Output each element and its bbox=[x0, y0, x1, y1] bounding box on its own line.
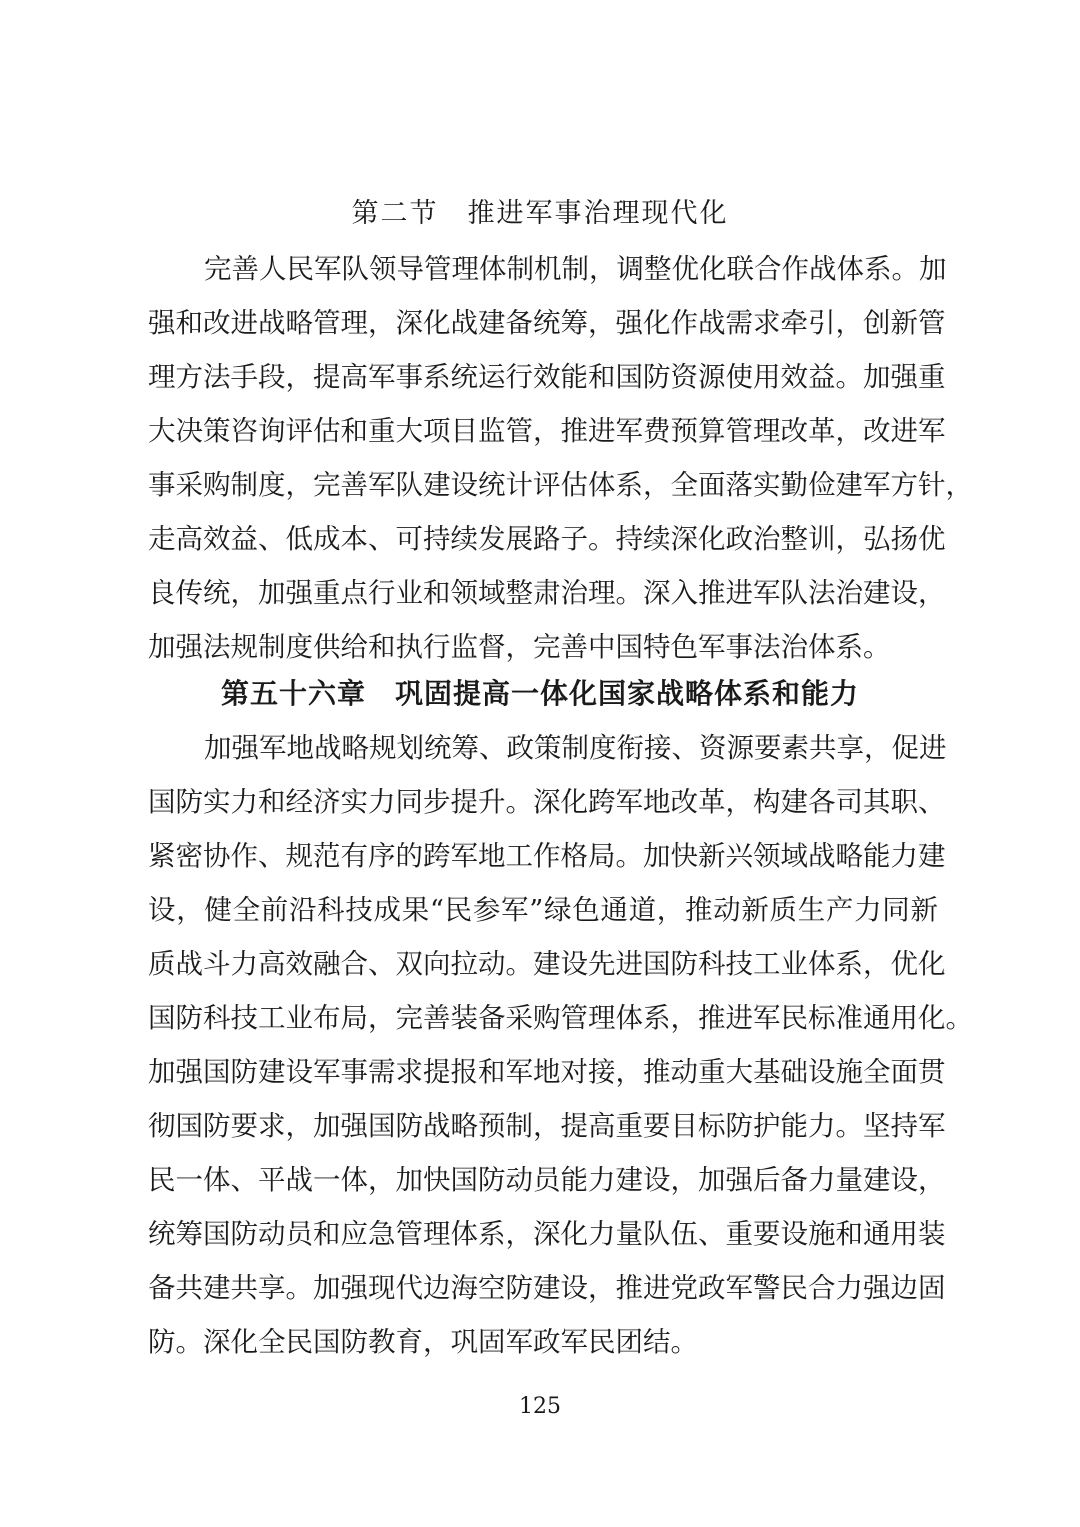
text-line: 质战斗力高效融合、双向拉动。建设先进国防科技工业体系，优化 bbox=[148, 948, 946, 980]
text-line: 大决策咨询评估和重大项目监管，推进军费预算管理改革，改进军 bbox=[148, 415, 946, 447]
text-line: 彻国防要求，加强国防战略预制，提高重要目标防护能力。坚持军 bbox=[148, 1110, 946, 1142]
text-line: 良传统，加强重点行业和领域整肃治理。深入推进军队法治建设， bbox=[148, 577, 946, 609]
text-line: 国防科技工业布局，完善装备采购管理体系，推进军民标准通用化。 bbox=[148, 1002, 973, 1034]
text-line: 走高效益、低成本、可持续发展路子。持续深化政治整训，弘扬优 bbox=[148, 523, 946, 555]
text-line: 加强法规制度供给和执行监督，完善中国特色军事法治体系。 bbox=[148, 631, 891, 663]
text-line: 紧密协作、规范有序的跨军地工作格局。加快新兴领域战略能力建 bbox=[148, 840, 946, 872]
text-line: 备共建共享。加强现代边海空防建设，推进党政军警民合力强边固 bbox=[148, 1272, 946, 1304]
section-title: 第二节 推进军事治理现代化 bbox=[351, 198, 729, 229]
page-number: 125 bbox=[519, 1394, 561, 1419]
paragraph-integrated-strategy bbox=[148, 721, 973, 1369]
text-line: 统筹国防动员和应急管理体系，深化力量队伍、重要设施和通用装 bbox=[148, 1218, 946, 1250]
text-line: 理方法手段，提高军事系统运行效能和国防资源使用效益。加强重 bbox=[148, 361, 946, 393]
text-line: 完善人民军队领导管理体制机制，调整优化联合作战体系。加 bbox=[204, 253, 947, 285]
text-line: 加强军地战略规划统筹、政策制度衔接、资源要素共享，促进 bbox=[204, 732, 947, 764]
text-line: 防。深化全民国防教育，巩固军政军民团结。 bbox=[148, 1326, 698, 1358]
text-line: 民一体、平战一体，加快国防动员能力建设，加强后备力量建设， bbox=[148, 1164, 946, 1196]
text-line: 设，健全前沿科技成果“民参军”绿色通道，推动新质生产力同新 bbox=[148, 894, 938, 926]
text-line: 国防实力和经济实力同步提升。深化跨军地改革，构建各司其职、 bbox=[148, 786, 946, 818]
text-line: 强和改进战略管理，深化战建备统筹，强化作战需求牵引，创新管 bbox=[148, 307, 946, 339]
text-line: 加强国防建设军事需求提报和军地对接，推动重大基础设施全面贯 bbox=[148, 1056, 946, 1088]
paragraph-military-governance bbox=[148, 242, 973, 674]
chapter-title: 第五十六章 巩固提高一体化国家战略体系和能力 bbox=[220, 677, 859, 710]
text-line: 事采购制度，完善军队建设统计评估体系，全面落实勤俭建军方针， bbox=[148, 469, 973, 501]
